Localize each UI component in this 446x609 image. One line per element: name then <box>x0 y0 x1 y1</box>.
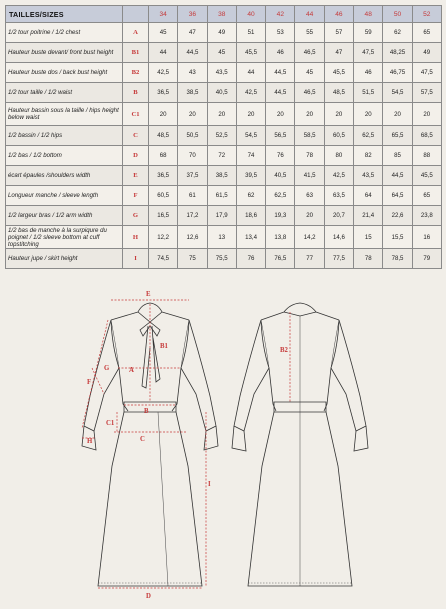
table-row <box>6 226 442 249</box>
measurement-value: 62,5 <box>266 186 295 206</box>
measurement-value: 57 <box>324 23 353 43</box>
measurement-value: 22,6 <box>383 206 412 226</box>
marker-A: A <box>129 367 134 374</box>
measurement-value: 20 <box>383 103 412 126</box>
measurement-value: 37,5 <box>178 166 207 186</box>
measurement-value: 45,5 <box>324 63 353 83</box>
measurement-value: 57,5 <box>412 83 441 103</box>
measurement-value: 43,5 <box>207 63 236 83</box>
table-row <box>6 23 442 43</box>
table-row <box>6 103 442 126</box>
measurement-value: 39,5 <box>236 166 265 186</box>
marker-B1: B1 <box>160 343 168 350</box>
marker-C: C <box>140 436 145 443</box>
measurement-value: 45,5 <box>412 166 441 186</box>
measurement-value: 52,5 <box>207 126 236 146</box>
dress-technical-drawing <box>0 286 446 609</box>
measurement-value: 47 <box>324 43 353 63</box>
measurement-value: 48,5 <box>149 126 178 146</box>
measurement-value: 74 <box>236 146 265 166</box>
size-header: 42 <box>266 6 295 23</box>
measurement-value: 72 <box>207 146 236 166</box>
measurement-value: 76 <box>266 146 295 166</box>
measurement-value: 19,3 <box>266 206 295 226</box>
marker-H: H <box>87 438 93 445</box>
measurement-value: 14,6 <box>324 226 353 249</box>
measurement-label: écart épaules /shoulders width <box>6 166 123 186</box>
measurement-value: 20 <box>412 103 441 126</box>
measurement-value: 46 <box>354 63 383 83</box>
measurement-value: 51,5 <box>354 83 383 103</box>
size-header: 48 <box>354 6 383 23</box>
measurement-value: 56,5 <box>266 126 295 146</box>
measurement-value: 76,5 <box>266 249 295 269</box>
size-table-body <box>6 23 442 269</box>
measurement-value: 43,5 <box>354 166 383 186</box>
back-view <box>232 303 368 586</box>
measurement-value: 46,5 <box>295 43 324 63</box>
measurement-value: 78 <box>354 249 383 269</box>
measurement-value: 82 <box>354 146 383 166</box>
size-header: 40 <box>236 6 265 23</box>
measurement-value: 46,75 <box>383 63 412 83</box>
measurement-value: 21,4 <box>354 206 383 226</box>
size-header-row <box>6 6 442 23</box>
measurement-code: B2 <box>123 63 149 83</box>
measurement-label: 1/2 tour taille / 1/2 waist <box>6 83 123 103</box>
measurement-value: 44 <box>149 43 178 63</box>
measurement-label: 1/2 largeur bras / 1/2 arm width <box>6 206 123 226</box>
measurement-value: 62 <box>383 23 412 43</box>
measurement-value: 45,5 <box>236 43 265 63</box>
measurement-value: 16,5 <box>149 206 178 226</box>
measurement-value: 13,8 <box>266 226 295 249</box>
table-row <box>6 186 442 206</box>
measurement-value: 78,5 <box>383 249 412 269</box>
measurement-value: 36,5 <box>149 166 178 186</box>
measurement-value: 47,5 <box>354 43 383 63</box>
measurement-value: 15 <box>354 226 383 249</box>
measurement-value: 49 <box>412 43 441 63</box>
measurement-value: 20 <box>324 103 353 126</box>
measurement-value: 41,5 <box>295 166 324 186</box>
measurement-label: 1/2 tour poitrine / 1/2 chest <box>6 23 123 43</box>
dress-flat-sketch <box>0 286 446 609</box>
measurement-value: 18,6 <box>236 206 265 226</box>
marker-I: I <box>208 481 211 488</box>
measurement-value: 44,5 <box>266 63 295 83</box>
measurement-value: 74,5 <box>149 249 178 269</box>
measurement-value: 12,2 <box>149 226 178 249</box>
measurement-value: 20 <box>207 103 236 126</box>
table-row <box>6 43 442 63</box>
measurement-code: C1 <box>123 103 149 126</box>
measurement-label: Hauteur buste devant/ front bust height <box>6 43 123 63</box>
measurement-value: 65 <box>412 186 441 206</box>
measurement-value: 45 <box>207 43 236 63</box>
measurement-value: 61 <box>178 186 207 206</box>
measurement-value: 20 <box>236 103 265 126</box>
measurement-value: 78 <box>295 146 324 166</box>
measurement-label: 1/2 bas / 1/2 bottom <box>6 146 123 166</box>
measurement-value: 43 <box>178 63 207 83</box>
marker-C1: C1 <box>106 420 115 427</box>
measurement-value: 75,5 <box>207 249 236 269</box>
table-row <box>6 146 442 166</box>
measurement-code: F <box>123 186 149 206</box>
measurement-label: Hauteur bassin sous la taille / hips height below waist <box>6 103 123 126</box>
measurement-value: 13,4 <box>236 226 265 249</box>
measurement-value: 38,5 <box>207 166 236 186</box>
measurement-value: 54,5 <box>383 83 412 103</box>
code-header <box>123 6 149 23</box>
measurement-value: 55 <box>295 23 324 43</box>
measurement-value: 17,9 <box>207 206 236 226</box>
table-row <box>6 206 442 226</box>
measurement-value: 54,5 <box>236 126 265 146</box>
measurement-value: 12,6 <box>178 226 207 249</box>
marker-D: D <box>146 593 151 600</box>
sizes-header-label: TAILLES/SIZES <box>6 6 123 23</box>
measurement-code: I <box>123 249 149 269</box>
measurement-value: 70 <box>178 146 207 166</box>
measurement-label: Hauteur jupe / skirt height <box>6 249 123 269</box>
measurement-value: 20 <box>354 103 383 126</box>
measurement-value: 64,5 <box>383 186 412 206</box>
measurement-value: 46 <box>266 43 295 63</box>
measurement-value: 49 <box>207 23 236 43</box>
measurement-code: G <box>123 206 149 226</box>
measurement-label: Hauteur buste dos / back bust height <box>6 63 123 83</box>
measurement-code: C <box>123 126 149 146</box>
marker-F: F <box>87 379 92 386</box>
front-view <box>82 291 218 600</box>
measurement-value: 13 <box>207 226 236 249</box>
marker-E: E <box>146 291 151 298</box>
measurement-value: 20,7 <box>324 206 353 226</box>
size-header: 38 <box>207 6 236 23</box>
measurement-value: 62,5 <box>354 126 383 146</box>
marker-B: B <box>144 408 149 415</box>
size-header: 36 <box>178 6 207 23</box>
measurement-value: 14,2 <box>295 226 324 249</box>
measurement-value: 68 <box>149 146 178 166</box>
measurement-value: 79 <box>412 249 441 269</box>
measurement-value: 61,5 <box>207 186 236 206</box>
measurement-value: 60,5 <box>324 126 353 146</box>
size-header: 44 <box>295 6 324 23</box>
measurement-value: 64 <box>354 186 383 206</box>
measurement-value: 40,5 <box>207 83 236 103</box>
measurement-value: 17,2 <box>178 206 207 226</box>
measurement-value: 45 <box>149 23 178 43</box>
measurement-value: 62 <box>236 186 265 206</box>
measurement-value: 53 <box>266 23 295 43</box>
measurement-value: 75 <box>178 249 207 269</box>
measurement-value: 20 <box>295 206 324 226</box>
size-chart <box>5 5 441 269</box>
marker-G: G <box>104 365 110 372</box>
measurement-value: 48,25 <box>383 43 412 63</box>
measurement-value: 63 <box>295 186 324 206</box>
measurement-label: Longueur manche / sleeve length <box>6 186 123 206</box>
measurement-value: 88 <box>412 146 441 166</box>
size-table <box>5 5 442 269</box>
measurement-value: 42,5 <box>324 166 353 186</box>
measurement-value: 63,5 <box>324 186 353 206</box>
measurement-value: 65,5 <box>383 126 412 146</box>
measurement-code: D <box>123 146 149 166</box>
size-header: 34 <box>149 6 178 23</box>
measurement-value: 50,5 <box>178 126 207 146</box>
measurement-value: 51 <box>236 23 265 43</box>
measurement-value: 77,5 <box>324 249 353 269</box>
measurement-value: 23,8 <box>412 206 441 226</box>
measurement-value: 20 <box>266 103 295 126</box>
measurement-value: 65 <box>412 23 441 43</box>
measurement-value: 20 <box>178 103 207 126</box>
measurement-code: B <box>123 83 149 103</box>
size-header: 50 <box>383 6 412 23</box>
measurement-label: 1/2 bassin / 1/2 hips <box>6 126 123 146</box>
measurement-value: 42,5 <box>236 83 265 103</box>
measurement-value: 77 <box>295 249 324 269</box>
measurement-code: H <box>123 226 149 249</box>
measurement-value: 47 <box>178 23 207 43</box>
measurement-code: B1 <box>123 43 149 63</box>
measurement-value: 68,5 <box>412 126 441 146</box>
table-row <box>6 166 442 186</box>
measurement-value: 80 <box>324 146 353 166</box>
table-row <box>6 126 442 146</box>
measurement-value: 20 <box>295 103 324 126</box>
measurement-value: 36,5 <box>149 83 178 103</box>
size-header: 52 <box>412 6 441 23</box>
measurement-value: 20 <box>149 103 178 126</box>
table-row <box>6 249 442 269</box>
measurement-value: 45 <box>295 63 324 83</box>
measurement-value: 59 <box>354 23 383 43</box>
size-header: 46 <box>324 6 353 23</box>
marker-B2: B2 <box>280 347 288 354</box>
measurement-value: 48,5 <box>324 83 353 103</box>
table-row <box>6 63 442 83</box>
measurement-value: 60,5 <box>149 186 178 206</box>
measurement-value: 58,5 <box>295 126 324 146</box>
measurement-value: 44,5 <box>383 166 412 186</box>
measurement-value: 85 <box>383 146 412 166</box>
measurement-code: E <box>123 166 149 186</box>
measurement-value: 44,5 <box>266 83 295 103</box>
measurement-value: 15,5 <box>383 226 412 249</box>
measurement-value: 44 <box>236 63 265 83</box>
measurement-value: 42,5 <box>149 63 178 83</box>
measurement-value: 40,5 <box>266 166 295 186</box>
table-row <box>6 83 442 103</box>
measurement-value: 76 <box>236 249 265 269</box>
measurement-code: A <box>123 23 149 43</box>
measurement-value: 47,5 <box>412 63 441 83</box>
measurement-label: 1/2 bas de manche à la surpiqure du poignet / 1/2 sleeve bottom at cuff topstitching <box>6 226 123 249</box>
measurement-value: 16 <box>412 226 441 249</box>
measurement-value: 44,5 <box>178 43 207 63</box>
measurement-value: 38,5 <box>178 83 207 103</box>
measurement-value: 46,5 <box>295 83 324 103</box>
